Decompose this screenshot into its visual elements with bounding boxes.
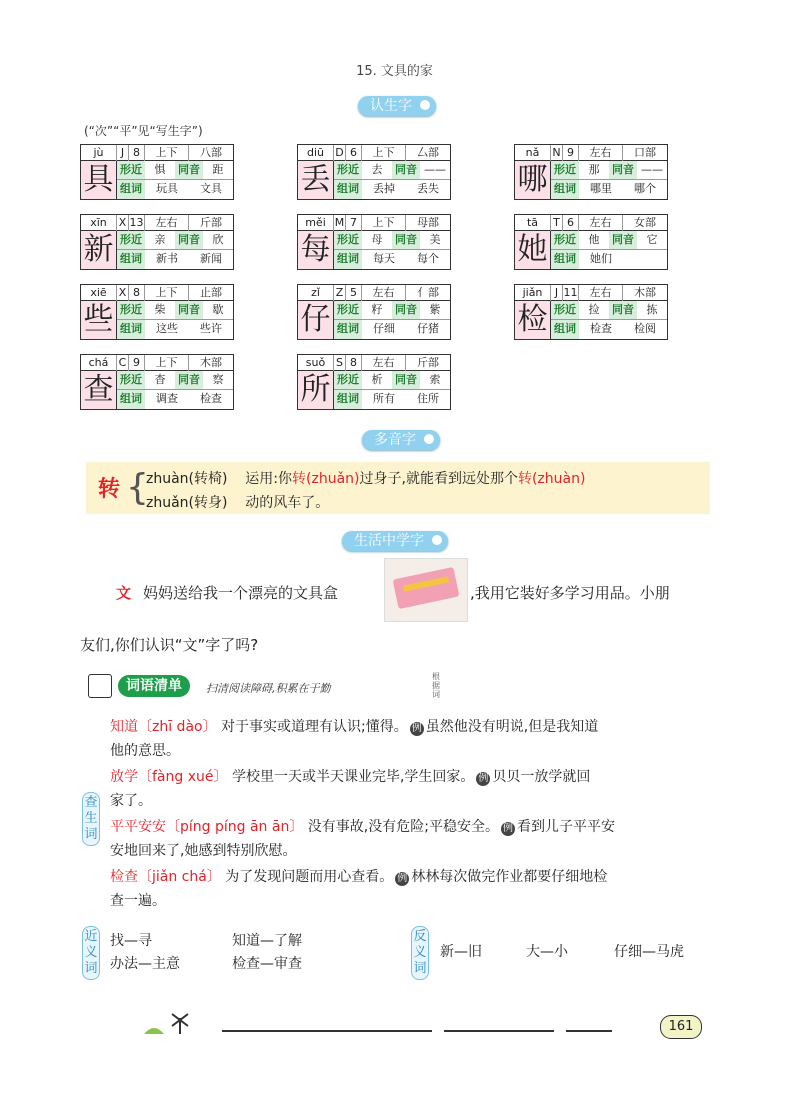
index-letter: X xyxy=(117,285,129,301)
char-card xyxy=(297,284,451,340)
word-entry xyxy=(110,865,720,913)
footer-line xyxy=(222,1030,432,1032)
footer-line xyxy=(566,1030,612,1032)
index-letter: J xyxy=(551,285,563,301)
word-entry xyxy=(110,765,720,813)
entry-example-cont: 他的意思。 xyxy=(110,743,180,759)
label-xingjin: 形近 xyxy=(334,231,362,249)
word-entry xyxy=(110,715,720,763)
label-zuci: 组词 xyxy=(334,250,362,269)
word-list-handnote: 扫清阅读障碍,积累在于勤 xyxy=(206,682,331,695)
word-1: 调查 xyxy=(156,392,178,405)
entry-term: 知道 xyxy=(110,719,138,735)
similar-char: 籽 xyxy=(371,303,383,316)
card-header xyxy=(298,215,450,231)
notebook-icon xyxy=(88,674,112,698)
word-2: 些许 xyxy=(200,322,222,335)
life-paragraph-1: 文 妈妈送给我一个漂亮的文具盒 xyxy=(116,584,339,602)
word-2: 哪个 xyxy=(634,182,656,195)
word-1: 丢掉 xyxy=(373,182,395,195)
brace: { xyxy=(126,467,149,508)
label-zuci: 组词 xyxy=(334,320,362,339)
word-2: 文具 xyxy=(200,182,222,195)
char-card xyxy=(297,354,451,410)
homophone: 索 xyxy=(429,373,441,386)
label-xingjin: 形近 xyxy=(117,301,145,319)
synonym-4: 检查—审查 xyxy=(232,956,302,972)
example-badge: 例 xyxy=(478,773,489,784)
stroke-count: 9 xyxy=(563,145,579,161)
stroke-count: 13 xyxy=(129,216,144,229)
entry-pinyin: 〔jiǎn chá〕 xyxy=(138,869,221,885)
char-card xyxy=(80,354,234,410)
char-card xyxy=(297,144,451,200)
character: 新 xyxy=(81,231,117,269)
entry-definition: 没有事故,没有危险;平稳安全。 xyxy=(307,819,499,835)
similar-char: 亲 xyxy=(154,233,166,246)
label-tongyin: 同音 xyxy=(175,371,203,389)
structure: 上下 xyxy=(145,145,189,161)
index-letter: S xyxy=(334,355,346,371)
index-letter: J xyxy=(117,145,129,161)
card-header xyxy=(81,355,233,371)
antonym-3: 仔细—马虎 xyxy=(614,944,684,960)
stroke-count: 8 xyxy=(129,145,145,161)
index-letter: X xyxy=(117,215,129,231)
word-1: 所有 xyxy=(373,392,395,405)
entry-example-cont: 安地回来了,她感到特别欣慰。 xyxy=(110,843,297,859)
structure: 上下 xyxy=(362,215,406,231)
structure: 左右 xyxy=(579,215,623,231)
stroke-count: 9 xyxy=(129,355,145,371)
example-badge: 例 xyxy=(502,823,513,834)
radical: 止部 xyxy=(200,286,222,299)
homophone: 紫 xyxy=(429,303,441,316)
stroke-count: 11 xyxy=(563,286,578,299)
section-new-chars: 认生字 xyxy=(358,96,436,116)
label-tongyin: 同音 xyxy=(392,301,420,319)
radical: 八部 xyxy=(200,146,222,159)
entry-example-cont: 家了。 xyxy=(110,793,152,809)
label-tongyin: 同音 xyxy=(175,161,203,179)
label-tongyin: 同音 xyxy=(392,231,420,249)
pinyin: xiē xyxy=(81,285,117,301)
entry-definition: 对于事实或道理有认识;懂得。 xyxy=(221,719,408,735)
similar-char: 惧 xyxy=(154,163,166,176)
label-xingjin: 形近 xyxy=(551,301,579,319)
card-header xyxy=(515,285,667,301)
radical: 斤部 xyxy=(417,356,439,369)
pinyin: zǐ xyxy=(298,285,334,301)
character: 哪 xyxy=(515,161,551,199)
label-zuci: 组词 xyxy=(334,390,362,409)
pinyin: jiǎn xyxy=(515,285,551,301)
character: 些 xyxy=(81,301,117,339)
windmill-decoration xyxy=(80,1012,200,1036)
tag-synonyms: 近义词 xyxy=(82,926,100,980)
entry-example-cont: 查一遍。 xyxy=(110,893,166,909)
life-paragraph-3: 友们,你们认识“文”字了吗? xyxy=(80,636,259,654)
radical: 女部 xyxy=(634,216,656,229)
label-xingjin: 形近 xyxy=(334,371,362,389)
label-zuci: 组词 xyxy=(117,320,145,339)
polyphone-line-1: zhuàn(转椅) 运用:你转(zhuǎn)过身子,就能看到远处那个转(zhuàn) xyxy=(146,471,586,487)
entry-pinyin: 〔fàng xué〕 xyxy=(138,769,228,785)
structure: 左右 xyxy=(362,355,406,371)
pinyin: diū xyxy=(298,145,334,161)
word-1: 这些 xyxy=(156,322,178,335)
char-card xyxy=(514,214,668,270)
radical: 亻部 xyxy=(417,286,439,299)
word-1: 检查 xyxy=(590,322,612,335)
radical: 木部 xyxy=(200,356,222,369)
card-header xyxy=(298,145,450,161)
synonym-3: 办法—主意 xyxy=(110,956,180,972)
character: 所 xyxy=(298,371,334,409)
example-badge: 例 xyxy=(397,873,408,884)
homophone: 察 xyxy=(212,373,224,386)
label-zuci: 组词 xyxy=(117,250,145,269)
label-tongyin: 同音 xyxy=(609,161,637,179)
similar-char: 杳 xyxy=(154,373,166,386)
pinyin: jù xyxy=(81,145,117,161)
pencil-box-image xyxy=(384,558,468,622)
character: 查 xyxy=(81,371,117,409)
card-header xyxy=(81,285,233,301)
card-header xyxy=(515,145,667,161)
word-2: 仔猪 xyxy=(417,322,439,335)
word-2: 新闻 xyxy=(200,252,222,265)
stroke-count: 6 xyxy=(563,215,579,231)
radical: 厶部 xyxy=(417,146,439,159)
word-1: 玩具 xyxy=(156,182,178,195)
synonym-2: 知道—了解 xyxy=(232,933,302,949)
radical: 木部 xyxy=(634,286,656,299)
word-2: 住所 xyxy=(417,392,439,405)
entry-example: 林林每次做完作业都要仔细地检 xyxy=(411,869,608,885)
structure: 左右 xyxy=(145,215,189,231)
homophone: 欣 xyxy=(212,233,224,246)
character: 具 xyxy=(81,161,117,199)
side-note: 根据词 xyxy=(432,672,440,699)
card-header xyxy=(81,145,233,161)
label-xingjin: 形近 xyxy=(117,161,145,179)
similar-char: 去 xyxy=(371,163,383,176)
char-card xyxy=(80,214,234,270)
word-1: 她们 xyxy=(590,252,612,265)
similar-char: 那 xyxy=(588,163,600,176)
tag-check-new-words: 查生词 xyxy=(82,792,100,846)
entry-definition: 为了发现问题而用心查看。 xyxy=(225,869,394,885)
entry-term: 平平安安 xyxy=(110,819,166,835)
note: (“次”“平”见“写生字”) xyxy=(84,124,203,138)
character: 仔 xyxy=(298,301,334,339)
word-2: 每个 xyxy=(417,252,439,265)
homophone: 歇 xyxy=(212,303,224,316)
label-zuci: 组词 xyxy=(551,180,579,199)
character: 检 xyxy=(515,301,551,339)
structure: 左右 xyxy=(362,285,406,301)
homophone: 美 xyxy=(429,233,441,246)
index-letter: T xyxy=(551,215,563,231)
homophone: 它 xyxy=(646,233,658,246)
synonym-1: 找—寻 xyxy=(110,933,152,949)
section-polyphone: 多音字 xyxy=(362,430,440,450)
structure: 上下 xyxy=(362,145,406,161)
lesson-title: 15. 文具的家 xyxy=(356,64,433,79)
antonym-1: 新—旧 xyxy=(440,944,482,960)
entry-pinyin: 〔píng píng ān ān〕 xyxy=(166,819,304,835)
stroke-count: 8 xyxy=(346,355,362,371)
entry-example: 看到儿子平平安 xyxy=(516,819,615,835)
word-2 xyxy=(623,250,667,269)
pinyin: nǎ xyxy=(515,145,551,161)
word-1: 每天 xyxy=(373,252,395,265)
tag-antonyms: 反义词 xyxy=(411,926,429,980)
word-2: 丢失 xyxy=(417,182,439,195)
antonym-2: 大—小 xyxy=(526,944,568,960)
label-zuci: 组词 xyxy=(551,320,579,339)
char-card xyxy=(80,144,234,200)
similar-char: 柴 xyxy=(154,303,166,316)
entry-term: 放学 xyxy=(110,769,138,785)
entry-term: 检查 xyxy=(110,869,138,885)
homophone: 拣 xyxy=(646,303,658,316)
char-card xyxy=(297,214,451,270)
example-badge: 例 xyxy=(411,723,422,734)
entry-example: 虽然他没有明说,但是我知道 xyxy=(425,719,599,735)
life-paragraph-2: ,我用它装好多学习用品。小朋 xyxy=(470,584,670,602)
homophone: 距 xyxy=(212,163,224,176)
card-header xyxy=(298,285,450,301)
pinyin: chá xyxy=(81,355,117,371)
index-letter: N xyxy=(551,145,563,161)
index-letter: Z xyxy=(334,285,346,301)
footer-line xyxy=(444,1030,554,1032)
character: 每 xyxy=(298,231,334,269)
entry-definition: 学校里一天或半天课业完毕,学生回家。 xyxy=(231,769,475,785)
index-letter: D xyxy=(334,145,346,161)
label-tongyin: 同音 xyxy=(392,161,420,179)
label-zuci: 组词 xyxy=(551,250,579,269)
stroke-count: 5 xyxy=(346,285,362,301)
label-xingjin: 形近 xyxy=(551,231,579,249)
word-1: 新书 xyxy=(156,252,178,265)
polyphone-box xyxy=(86,462,710,514)
char-card xyxy=(514,284,668,340)
label-xingjin: 形近 xyxy=(334,161,362,179)
homophone: —— xyxy=(424,163,446,176)
entry-pinyin: 〔zhī dào〕 xyxy=(138,719,217,735)
radical: 口部 xyxy=(634,146,656,159)
pinyin: xīn xyxy=(81,215,117,231)
entry-example: 贝贝一放学就回 xyxy=(492,769,591,785)
similar-char: 他 xyxy=(588,233,600,246)
label-xingjin: 形近 xyxy=(551,161,579,179)
structure: 上下 xyxy=(145,355,189,371)
structure: 上下 xyxy=(145,285,189,301)
pinyin: měi xyxy=(298,215,334,231)
radical: 斤部 xyxy=(200,216,222,229)
word-list-tag: 词语清单 xyxy=(118,675,190,697)
word-2: 检阅 xyxy=(634,322,656,335)
polyphone-line-2: zhuǎn(转身) 动的风车了。 xyxy=(146,495,330,511)
word-entry xyxy=(110,815,720,863)
word-2: 检查 xyxy=(200,392,222,405)
page-number: 161 xyxy=(660,1015,702,1039)
similar-char: 母 xyxy=(371,233,383,246)
polyphone-char: 转 xyxy=(98,477,121,502)
card-header xyxy=(515,215,667,231)
label-zuci: 组词 xyxy=(117,180,145,199)
label-zuci: 组词 xyxy=(117,390,145,409)
pinyin: tā xyxy=(515,215,551,231)
structure: 左右 xyxy=(579,145,623,161)
label-tongyin: 同音 xyxy=(175,301,203,319)
character: 丢 xyxy=(298,161,334,199)
stroke-count: 6 xyxy=(346,145,362,161)
similar-char: 捡 xyxy=(588,303,600,316)
card-header xyxy=(81,215,233,231)
section-life: 生活中学字 xyxy=(342,531,448,551)
radical: 母部 xyxy=(417,216,439,229)
label-tongyin: 同音 xyxy=(175,231,203,249)
label-zuci: 组词 xyxy=(334,180,362,199)
label-tongyin: 同音 xyxy=(609,231,637,249)
homophone: —— xyxy=(641,163,663,176)
card-header xyxy=(298,355,450,371)
word-1: 仔细 xyxy=(373,322,395,335)
label-xingjin: 形近 xyxy=(334,301,362,319)
label-xingjin: 形近 xyxy=(117,371,145,389)
stroke-count: 8 xyxy=(129,285,145,301)
char-card xyxy=(80,284,234,340)
stroke-count: 7 xyxy=(346,215,362,231)
index-letter: M xyxy=(334,216,345,229)
char-card xyxy=(514,144,668,200)
similar-char: 析 xyxy=(371,373,383,386)
word-1: 哪里 xyxy=(590,182,612,195)
structure: 左右 xyxy=(579,285,623,301)
character: 她 xyxy=(515,231,551,269)
label-xingjin: 形近 xyxy=(117,231,145,249)
label-tongyin: 同音 xyxy=(392,371,420,389)
label-tongyin: 同音 xyxy=(609,301,637,319)
pinyin: suǒ xyxy=(298,355,334,371)
index-letter: C xyxy=(117,355,129,371)
